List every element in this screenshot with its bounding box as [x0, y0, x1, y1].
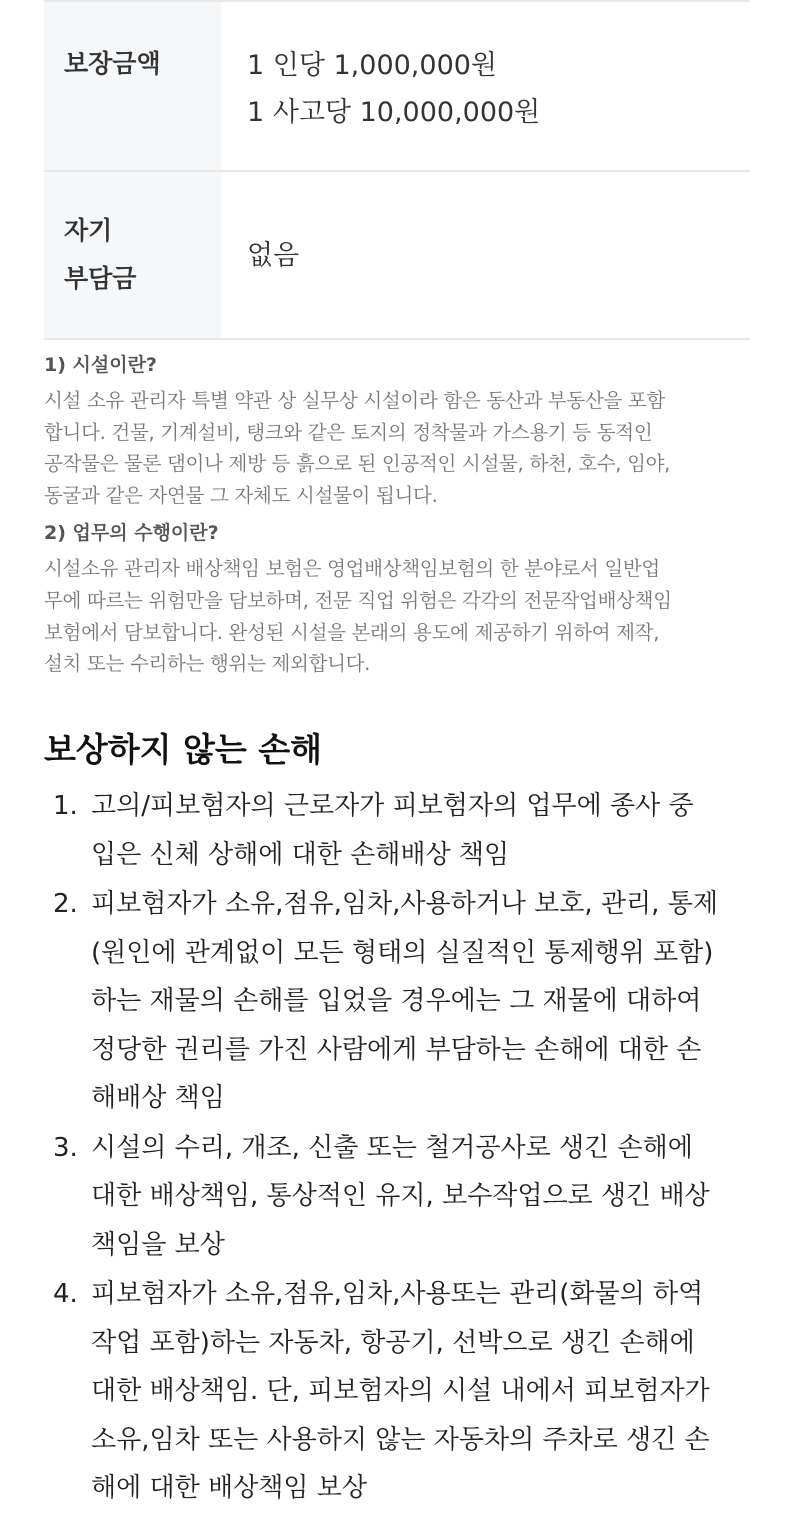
list-item-number: 3. [53, 1132, 78, 1163]
table-row-coverage-amount [44, 1, 750, 171]
list-item-number: 2. [53, 889, 78, 919]
list-item-line: (원인에 관계없이 모든 형태의 실질적인 통제행위 포함) [91, 937, 714, 968]
note-line: 공작물은 물론 댐이나 제방 등 흙으로 된 인공적인 시설물, 하천, 호수, 임야, [44, 452, 671, 476]
table-row-deductible [44, 171, 750, 339]
list-item-line: 고의/피보험자의 근로자가 피보험자의 업무에 종사 중 [91, 791, 694, 821]
deductible-label-line-1: 자기 [64, 216, 113, 245]
note-heading-facility: 1) 시설이란? [44, 354, 157, 376]
list-item [44, 782, 764, 879]
list-item-line: 해에 대한 배상책임 보상 [91, 1473, 367, 1503]
note-body-business [44, 553, 750, 679]
note-line: 합니다. 건물, 기계설비, 탱크와 같은 토지의 정착물과 가스용기 등 동적인 [44, 420, 653, 444]
list-item-line: 책임을 보상 [91, 1229, 225, 1260]
list-item-line: 피보험자가 소유,점유,임차,사용또는 관리(화물의 하역 [91, 1279, 704, 1309]
note-body-facility [44, 385, 750, 511]
note-line: 설치 또는 수리하는 행위는 제외합니다. [44, 652, 371, 676]
footnotes [44, 350, 750, 687]
list-item [44, 1270, 764, 1513]
list-item-line: 정당한 권리를 가진 사람에게 부담하는 손해에 대한 손 [91, 1034, 702, 1065]
table-value-cell [221, 171, 750, 339]
note-line: 보험에서 담보합니다. 완성된 시설을 본래의 용도에 제공하기 위하여 제작, [44, 620, 660, 644]
list-item-line: 입은 신체 상해에 대한 손해배상 책임 [91, 839, 510, 870]
exclusions-list [44, 782, 764, 1514]
table-label-cell [44, 171, 221, 339]
list-item-line: 대한 배상책임, 통상적인 유지, 보수작업으로 생긴 배상 [91, 1181, 710, 1211]
deductible-value: 없음 [247, 239, 300, 271]
coverage-table [44, 0, 750, 340]
list-item-number: 4. [53, 1279, 78, 1309]
list-item-line: 피보험자가 소유,점유,임차,사용하거나 보호, 관리, 통제 [91, 889, 718, 919]
list-item-number: 1. [53, 791, 78, 821]
note-line: 시설 소유 관리자 특별 약관 상 실무상 시설이라 함은 동산과 부동산을 포함 [44, 389, 665, 412]
exclusions-title: 보상하지 않는 손해 [44, 730, 323, 769]
list-item-line: 해배상 책임 [91, 1083, 225, 1113]
note-heading-business: 2) 업무의 수행이란? [44, 522, 219, 545]
list-item-line: 대한 배상책임. 단, 피보험자의 시설 내에서 피보험자가 [91, 1376, 710, 1406]
per-accident-amount: 1 사고당 10,000,000원 [247, 97, 541, 128]
per-person-amount: 1 인당 1,000,000원 [247, 50, 498, 81]
table-value-cell [221, 1, 750, 171]
coverage-amount-label: 보장금액 [64, 49, 161, 78]
note-line: 무에 따르는 위험만을 담보하며, 전문 직업 위험은 각각의 전문작업배상책임 [44, 588, 672, 612]
list-item-line: 시설의 수리, 개조, 신출 또는 철거공사로 생긴 손해에 [91, 1132, 693, 1163]
table-label-cell [44, 1, 221, 171]
list-item [44, 880, 764, 1123]
note-line: 동굴과 같은 자연물 그 자체도 시설물이 됩니다. [44, 483, 438, 507]
note-line: 시설소유 관리자 배상책임 보험은 영업배상책임보험의 한 분야로서 일반업 [44, 557, 660, 581]
list-item [44, 1124, 764, 1270]
deductible-label-line-2: 부담금 [64, 264, 137, 293]
list-item-line: 작업 포함)하는 자동차, 항공기, 선박으로 생긴 손해에 [91, 1327, 695, 1358]
list-item-line: 소유,임차 또는 사용하지 않는 자동차의 주차로 생긴 손 [91, 1424, 710, 1455]
list-item-line: 하는 재물의 손해를 입었을 경우에는 그 재물에 대하여 [91, 986, 702, 1016]
